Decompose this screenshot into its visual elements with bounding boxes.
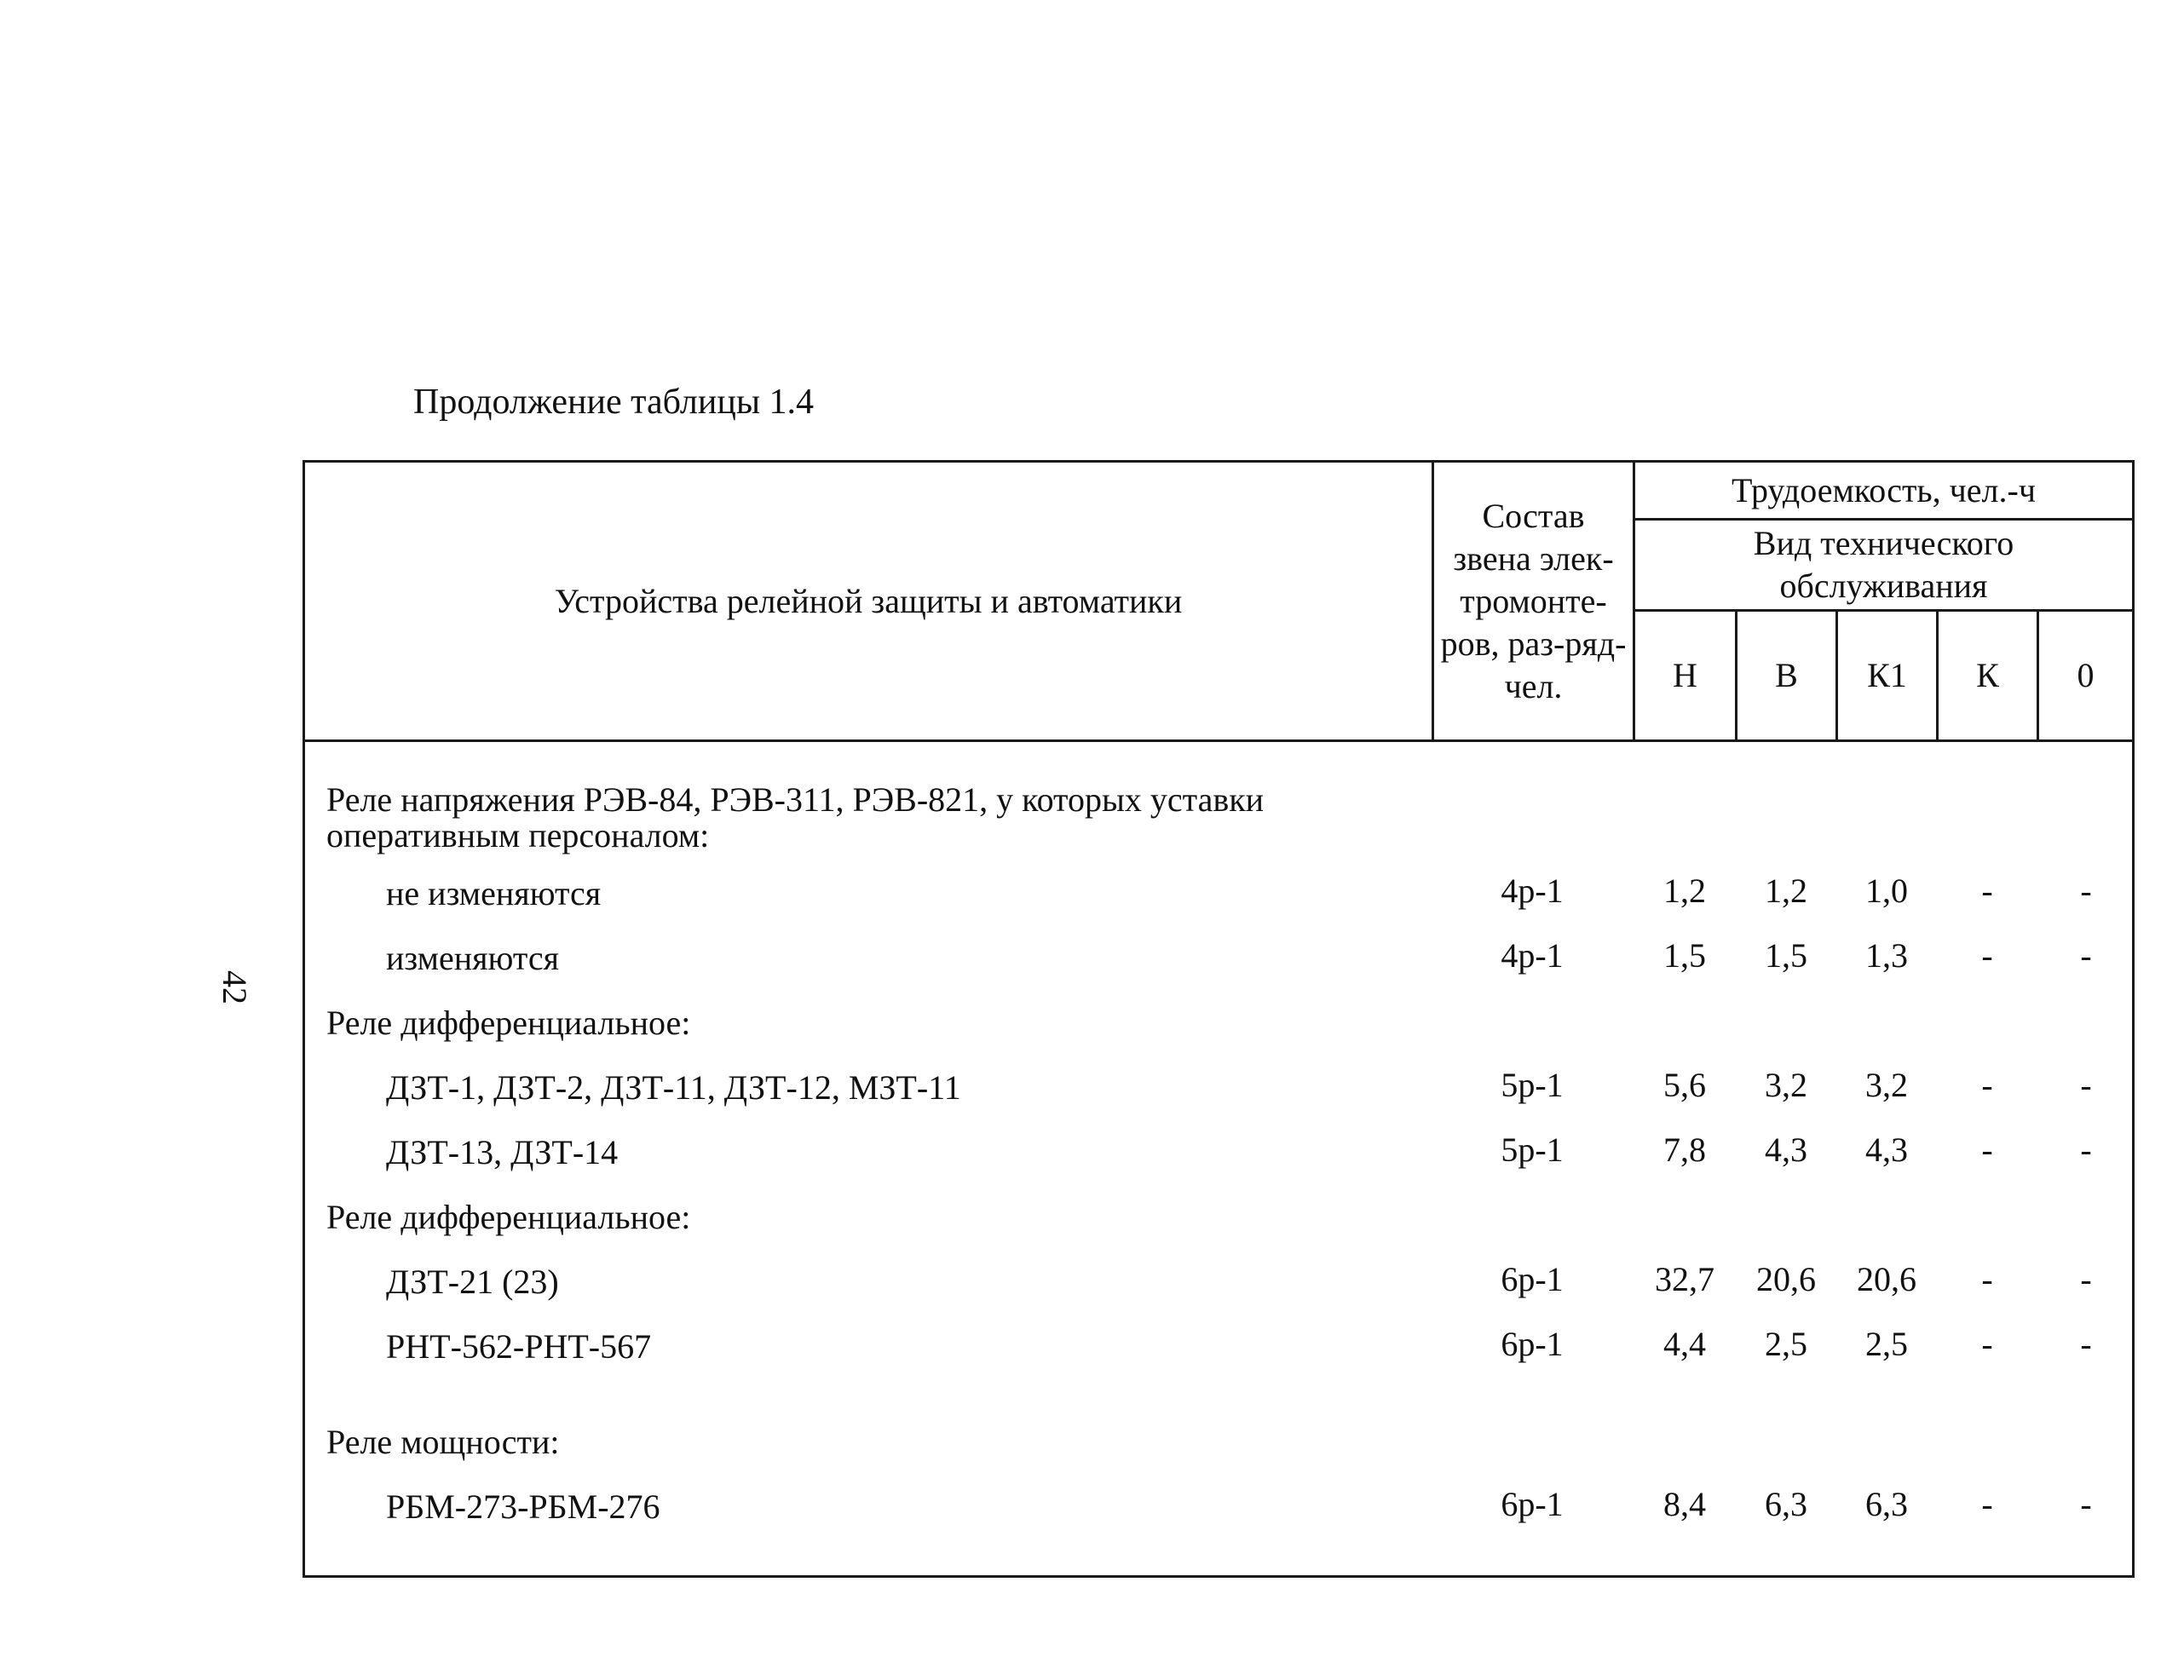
type-header-k1: К1 bbox=[1867, 656, 1907, 694]
value-k1: 2,5 bbox=[1865, 1325, 1908, 1363]
value-v: 1,2 bbox=[1765, 872, 1807, 910]
row-crew: 5р-1 bbox=[1501, 1131, 1564, 1169]
row-label: ДЗТ-21 (23) bbox=[386, 1263, 559, 1301]
value-0: - bbox=[2080, 936, 2092, 975]
value-n: 32,7 bbox=[1655, 1260, 1714, 1298]
labor-header: Трудоемкость, чел.-ч bbox=[1732, 470, 2036, 509]
type-header-0: 0 bbox=[2077, 656, 2095, 694]
row-label: ДЗТ-1, ДЗТ-2, ДЗТ-11, ДЗТ-12, МЗТ-11 bbox=[386, 1068, 961, 1107]
group-label: Реле дифференциальное: bbox=[326, 1004, 691, 1042]
row-crew: 6р-1 bbox=[1501, 1260, 1564, 1298]
value-k: - bbox=[1981, 1066, 1993, 1104]
value-k: - bbox=[1981, 1260, 1993, 1298]
page-number: 42 bbox=[216, 970, 254, 1004]
row-label: изменяются bbox=[386, 939, 559, 977]
value-v: 3,2 bbox=[1765, 1066, 1807, 1104]
group-label: Реле мощности: bbox=[326, 1423, 560, 1461]
row-crew: 6р-1 bbox=[1501, 1325, 1564, 1363]
value-k1: 1,0 bbox=[1865, 872, 1908, 910]
value-k: - bbox=[1981, 1325, 1993, 1363]
value-n: 1,5 bbox=[1663, 936, 1706, 975]
group-label: Реле дифференциальное: bbox=[326, 1198, 691, 1236]
value-0: - bbox=[2080, 1485, 2092, 1523]
value-v: 4,3 bbox=[1765, 1131, 1807, 1169]
row-label: РНТ-562-РНТ-567 bbox=[386, 1327, 652, 1366]
device-column-header: Устройства релейной защиты и автоматики bbox=[554, 581, 1183, 620]
value-k: - bbox=[1981, 1485, 1993, 1523]
norms-table bbox=[303, 460, 2135, 1578]
value-k: - bbox=[1981, 936, 1993, 975]
row-label: ДЗТ-13, ДЗТ-14 bbox=[386, 1133, 619, 1171]
value-n: 4,4 bbox=[1663, 1325, 1706, 1363]
type-header-n: Н bbox=[1673, 656, 1697, 694]
value-k1: 4,3 bbox=[1865, 1131, 1908, 1169]
value-n: 7,8 bbox=[1663, 1131, 1706, 1169]
value-k: - bbox=[1981, 1131, 1993, 1169]
header-bottom-line bbox=[305, 739, 2132, 742]
table-caption: Продолжение таблицы 1.4 bbox=[413, 383, 815, 422]
value-v: 1,5 bbox=[1765, 936, 1807, 975]
row-crew: 5р-1 bbox=[1501, 1066, 1564, 1104]
value-v: 20,6 bbox=[1756, 1260, 1816, 1298]
type-header-k: К bbox=[1976, 656, 1999, 694]
value-k1: 6,3 bbox=[1865, 1485, 1908, 1523]
service-type-header: Вид технического обслуживания bbox=[1753, 524, 2014, 605]
row-crew: 6р-1 bbox=[1501, 1485, 1564, 1523]
value-0: - bbox=[2080, 1131, 2092, 1169]
crew-column-header: Состав звена элек-тромонте-ров, раз-ряд-чел. bbox=[1440, 496, 1627, 705]
value-k1: 3,2 bbox=[1865, 1066, 1908, 1104]
row-crew: 4р-1 bbox=[1501, 936, 1564, 975]
value-0: - bbox=[2080, 1325, 2092, 1363]
value-0: - bbox=[2080, 1260, 2092, 1298]
value-0: - bbox=[2080, 872, 2092, 910]
row-crew: 4р-1 bbox=[1501, 872, 1564, 910]
row-label: РБМ-273-РБМ-276 bbox=[386, 1487, 660, 1526]
value-n: 1,2 bbox=[1663, 872, 1706, 910]
group-label: Реле напряжения РЭВ-84, РЭВ-311, РЭВ-821, у которых уставки оперативным персоналом: bbox=[326, 780, 1265, 854]
value-0: - bbox=[2080, 1066, 2092, 1104]
row-label: не изменяются bbox=[386, 874, 602, 912]
value-k1: 1,3 bbox=[1865, 936, 1908, 975]
value-n: 5,6 bbox=[1663, 1066, 1706, 1104]
value-v: 2,5 bbox=[1765, 1325, 1807, 1363]
type-header-v: В bbox=[1775, 656, 1798, 694]
value-k: - bbox=[1981, 872, 1993, 910]
value-v: 6,3 bbox=[1765, 1485, 1807, 1523]
value-k1: 20,6 bbox=[1857, 1260, 1916, 1298]
value-n: 8,4 bbox=[1663, 1485, 1706, 1523]
